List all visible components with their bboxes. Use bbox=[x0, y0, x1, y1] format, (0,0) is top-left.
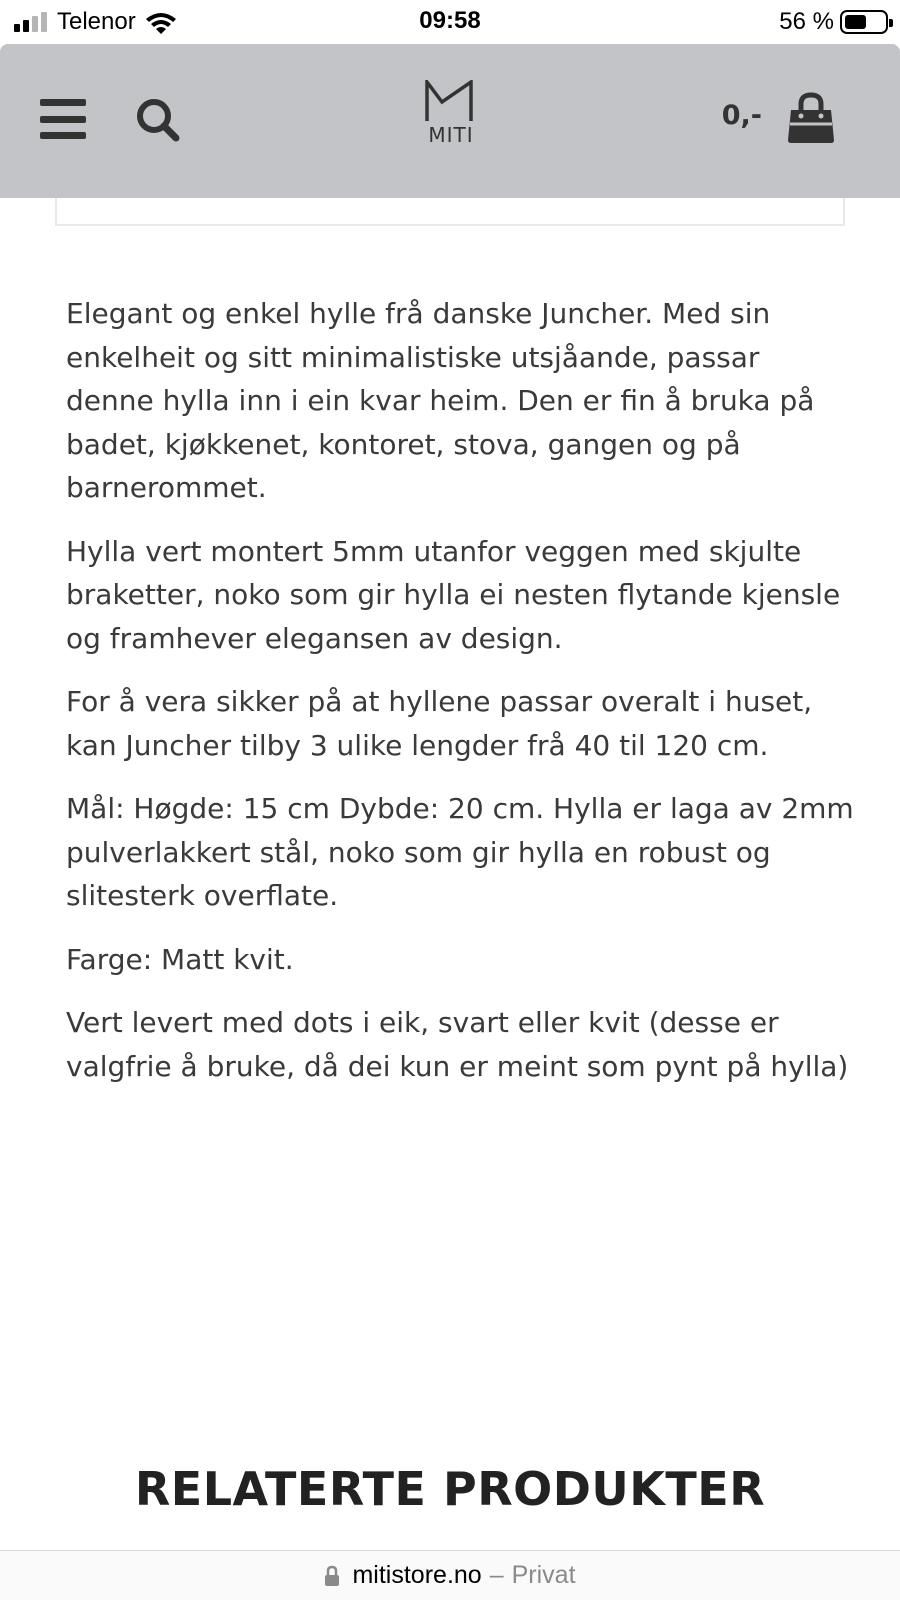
description-paragraph: Elegant og enkel hylle frå danske Juncher. Med sin enkelheit og sitt minimalistiske utsjåande, passar denne hylla inn i ein kvar heim. Den er fin å bruka på badet, kjøkkenet, kontoret, stova, gangen og på barnerommet. bbox=[66, 297, 815, 504]
product-description bbox=[66, 292, 856, 1108]
status-time: 09:58 bbox=[419, 7, 481, 34]
logo-icon bbox=[424, 80, 474, 122]
url-domain: mitistore.no bbox=[352, 1561, 482, 1589]
related-products-heading: RELATERTE PRODUKTER bbox=[134, 1462, 766, 1516]
site-header bbox=[0, 44, 900, 198]
description-paragraph: Farge: Matt kvit. bbox=[66, 942, 294, 976]
status-right bbox=[779, 8, 888, 36]
description-paragraph: Mål: Høgde: 15 cm Dybde: 20 cm. Hylla er laga av 2mm pulverlakkert stål, noko som gir hylla en robust og slitesterk overflate. bbox=[66, 792, 854, 912]
battery-tip bbox=[889, 19, 893, 27]
lock-icon bbox=[324, 1565, 340, 1587]
url-bar[interactable] bbox=[0, 1550, 900, 1600]
battery-percent: 56 % bbox=[779, 8, 834, 35]
carrier-name: Telenor bbox=[57, 8, 136, 35]
status-bar bbox=[0, 0, 900, 44]
product-card-edge bbox=[55, 198, 845, 226]
battery-fill bbox=[845, 15, 866, 29]
cart-total[interactable]: 0,- bbox=[721, 100, 762, 131]
menu-icon-bar bbox=[40, 116, 86, 123]
description-paragraph: Vert levert med dots i eik, svart eller kvit (desse er valgfrie å bruke, då dei kun er meint som pynt på hylla) bbox=[66, 1006, 849, 1083]
url-privacy-label: Privat bbox=[511, 1561, 576, 1589]
description-paragraph: For å vera sikker på at hyllene passar overalt i huset, kan Juncher tilby 3 ulike lengder frå 40 til 120 cm. bbox=[66, 685, 813, 762]
logo[interactable] bbox=[424, 80, 478, 154]
description-paragraph: Hylla vert montert 5mm utanfor veggen med skjulte braketter, noko som gir hylla ei nesten flytande kjensle og framhever elegansen av design. bbox=[66, 534, 841, 655]
battery-icon bbox=[840, 10, 888, 34]
url-separator: – bbox=[489, 1561, 504, 1589]
menu-icon bbox=[40, 99, 86, 106]
search-icon[interactable] bbox=[134, 96, 182, 144]
menu-icon-bar bbox=[40, 132, 86, 139]
menu-button[interactable] bbox=[40, 99, 86, 139]
logo-text: MITI bbox=[428, 123, 474, 147]
shopping-bag-icon[interactable] bbox=[786, 92, 836, 144]
